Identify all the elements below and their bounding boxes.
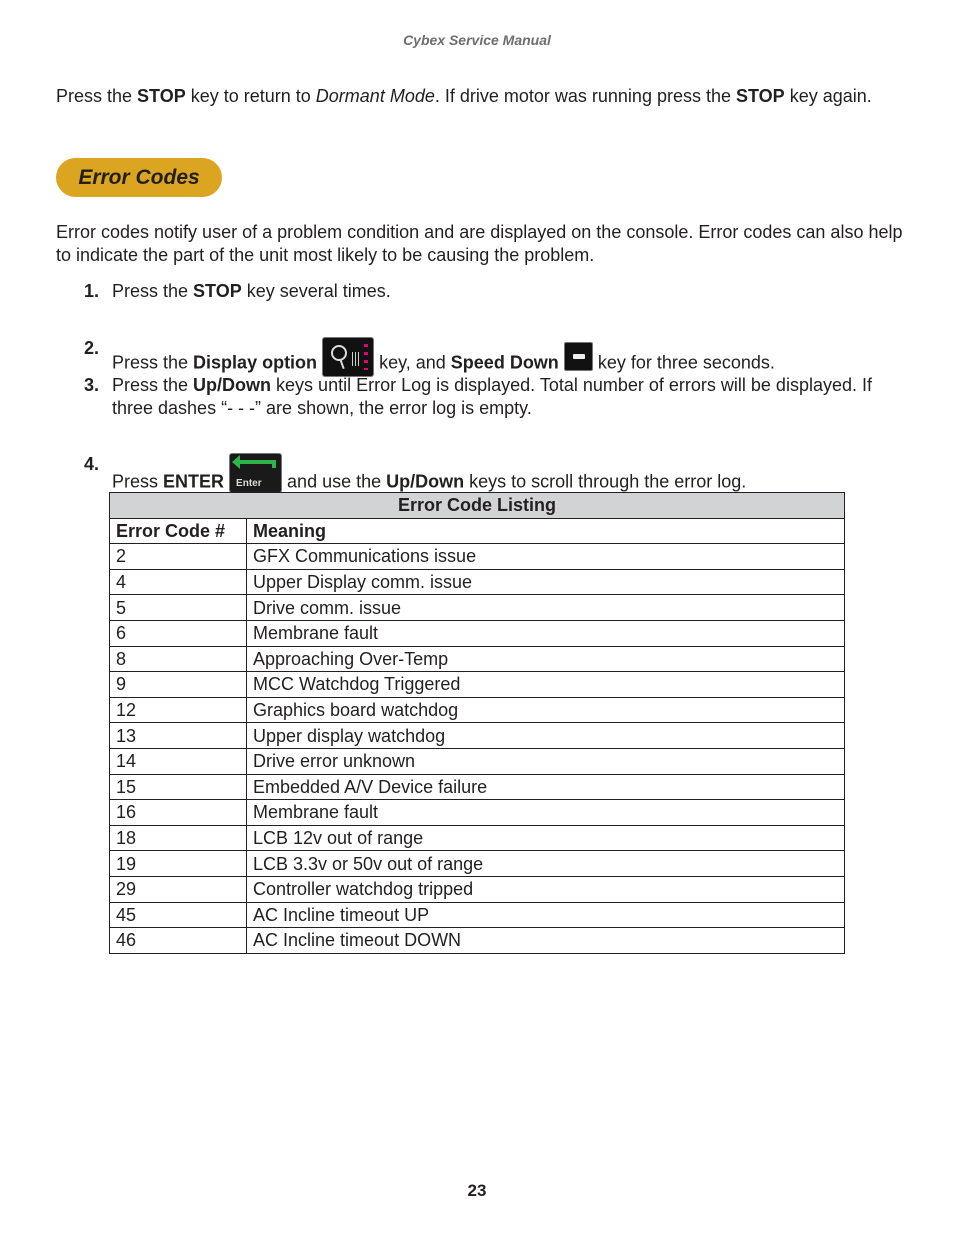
text-run: key to return to [185, 86, 316, 106]
bold-term: STOP [193, 281, 242, 301]
section-title: Error Codes [78, 165, 200, 189]
meaning-cell: Drive error unknown [247, 748, 845, 774]
error-code-table [109, 492, 845, 954]
error-code-cell: 6 [110, 620, 247, 646]
text-run: keys to scroll through the error log. [464, 471, 747, 492]
text-run: key several times. [241, 281, 391, 301]
bold-term: Up/Down [193, 375, 272, 395]
meaning-cell: Approaching Over-Temp [247, 646, 845, 672]
meaning-cell: Embedded A/V Device failure [247, 774, 845, 800]
column-header-meaning: Meaning [247, 518, 845, 544]
text-run: key for three seconds. [592, 352, 775, 373]
meaning-cell: MCC Watchdog Triggered [247, 672, 845, 698]
meaning-cell: Membrane fault [247, 800, 845, 826]
table-row [110, 697, 845, 723]
error-code-cell: 15 [110, 774, 247, 800]
error-code-cell: 5 [110, 595, 247, 621]
column-header-code: Error Code # [110, 518, 247, 544]
error-code-cell: 18 [110, 825, 247, 851]
speed-down-key-icon [564, 342, 593, 371]
table-row [110, 748, 845, 774]
text-run: key again. [784, 86, 872, 106]
text-run: and use the [282, 471, 387, 492]
error-code-cell: 29 [110, 876, 247, 902]
error-code-cell: 2 [110, 544, 247, 570]
table-row [110, 544, 845, 570]
text-run: Press the [112, 352, 194, 373]
step-3 [84, 374, 899, 419]
error-code-cell: 12 [110, 697, 247, 723]
bold-term: Display option [193, 352, 318, 373]
running-header: Cybex Service Manual [403, 32, 551, 48]
bold-term: Up/Down [386, 471, 465, 492]
section-heading-pill [56, 158, 222, 197]
table-row [110, 928, 845, 954]
text-run: . If drive motor was running press the [434, 86, 736, 106]
error-code-cell: 45 [110, 902, 247, 928]
enter-key-icon [229, 453, 282, 493]
meaning-cell: Drive comm. issue [247, 595, 845, 621]
table-row [110, 569, 845, 595]
error-code-cell: 16 [110, 800, 247, 826]
step-1 [84, 280, 899, 303]
bold-term: STOP [137, 86, 186, 106]
intro-paragraph: Error codes notify user of a problem condition and are displayed on the console. Error codes can also help to indicate the part of the unit most likely to be causing the problem. [56, 222, 903, 265]
bold-term: STOP [736, 86, 785, 106]
error-code-cell: 4 [110, 569, 247, 595]
page-number: 23 [467, 1181, 487, 1200]
text-run: Press the [56, 86, 138, 106]
meaning-cell: Membrane fault [247, 620, 845, 646]
error-code-cell: 9 [110, 672, 247, 698]
table-row [110, 774, 845, 800]
meaning-cell: Upper Display comm. issue [247, 569, 845, 595]
meaning-cell: AC Incline timeout DOWN [247, 928, 845, 954]
display-option-key-icon [322, 337, 374, 377]
meaning-cell: AC Incline timeout UP [247, 902, 845, 928]
table-row [110, 902, 845, 928]
enter-key-label: Enter [236, 478, 262, 489]
meaning-cell: GFX Communications issue [247, 544, 845, 570]
italic-term: Dormant Mode [315, 86, 435, 106]
step-number: 1. [84, 281, 100, 301]
table-row [110, 825, 845, 851]
error-code-cell: 13 [110, 723, 247, 749]
bold-term: Speed Down [450, 352, 559, 373]
error-code-cell: 8 [110, 646, 247, 672]
meaning-cell: Graphics board watchdog [247, 697, 845, 723]
error-code-cell: 46 [110, 928, 247, 954]
text-run: Press the [112, 375, 194, 395]
meaning-cell: LCB 3.3v or 50v out of range [247, 851, 845, 877]
table-row [110, 646, 845, 672]
table-row [110, 672, 845, 698]
stop-key-paragraph [56, 85, 896, 108]
text-run: keys until Error Log is displayed. Total number of errors will be displayed. If three dashes “- - -” are shown, the error log is empty. [112, 375, 872, 418]
step-number: 3. [84, 375, 100, 395]
step-number: 2. [84, 338, 100, 358]
table-row [110, 800, 845, 826]
step-4 [84, 453, 899, 493]
meaning-cell: Controller watchdog tripped [247, 876, 845, 902]
text-run: Press the [112, 281, 194, 301]
error-code-cell: 14 [110, 748, 247, 774]
text-run: Press [112, 471, 164, 492]
bold-term: ENTER [163, 471, 225, 492]
meaning-cell: Upper display watchdog [247, 723, 845, 749]
table-title: Error Code Listing [110, 493, 845, 519]
meaning-cell: LCB 12v out of range [247, 825, 845, 851]
step-2 [84, 337, 899, 374]
step-number: 4. [84, 454, 100, 474]
table-row [110, 851, 845, 877]
table-row [110, 595, 845, 621]
table-row [110, 723, 845, 749]
error-code-cell: 19 [110, 851, 247, 877]
table-row [110, 620, 845, 646]
text-run: key, and [374, 352, 451, 373]
table-row [110, 876, 845, 902]
